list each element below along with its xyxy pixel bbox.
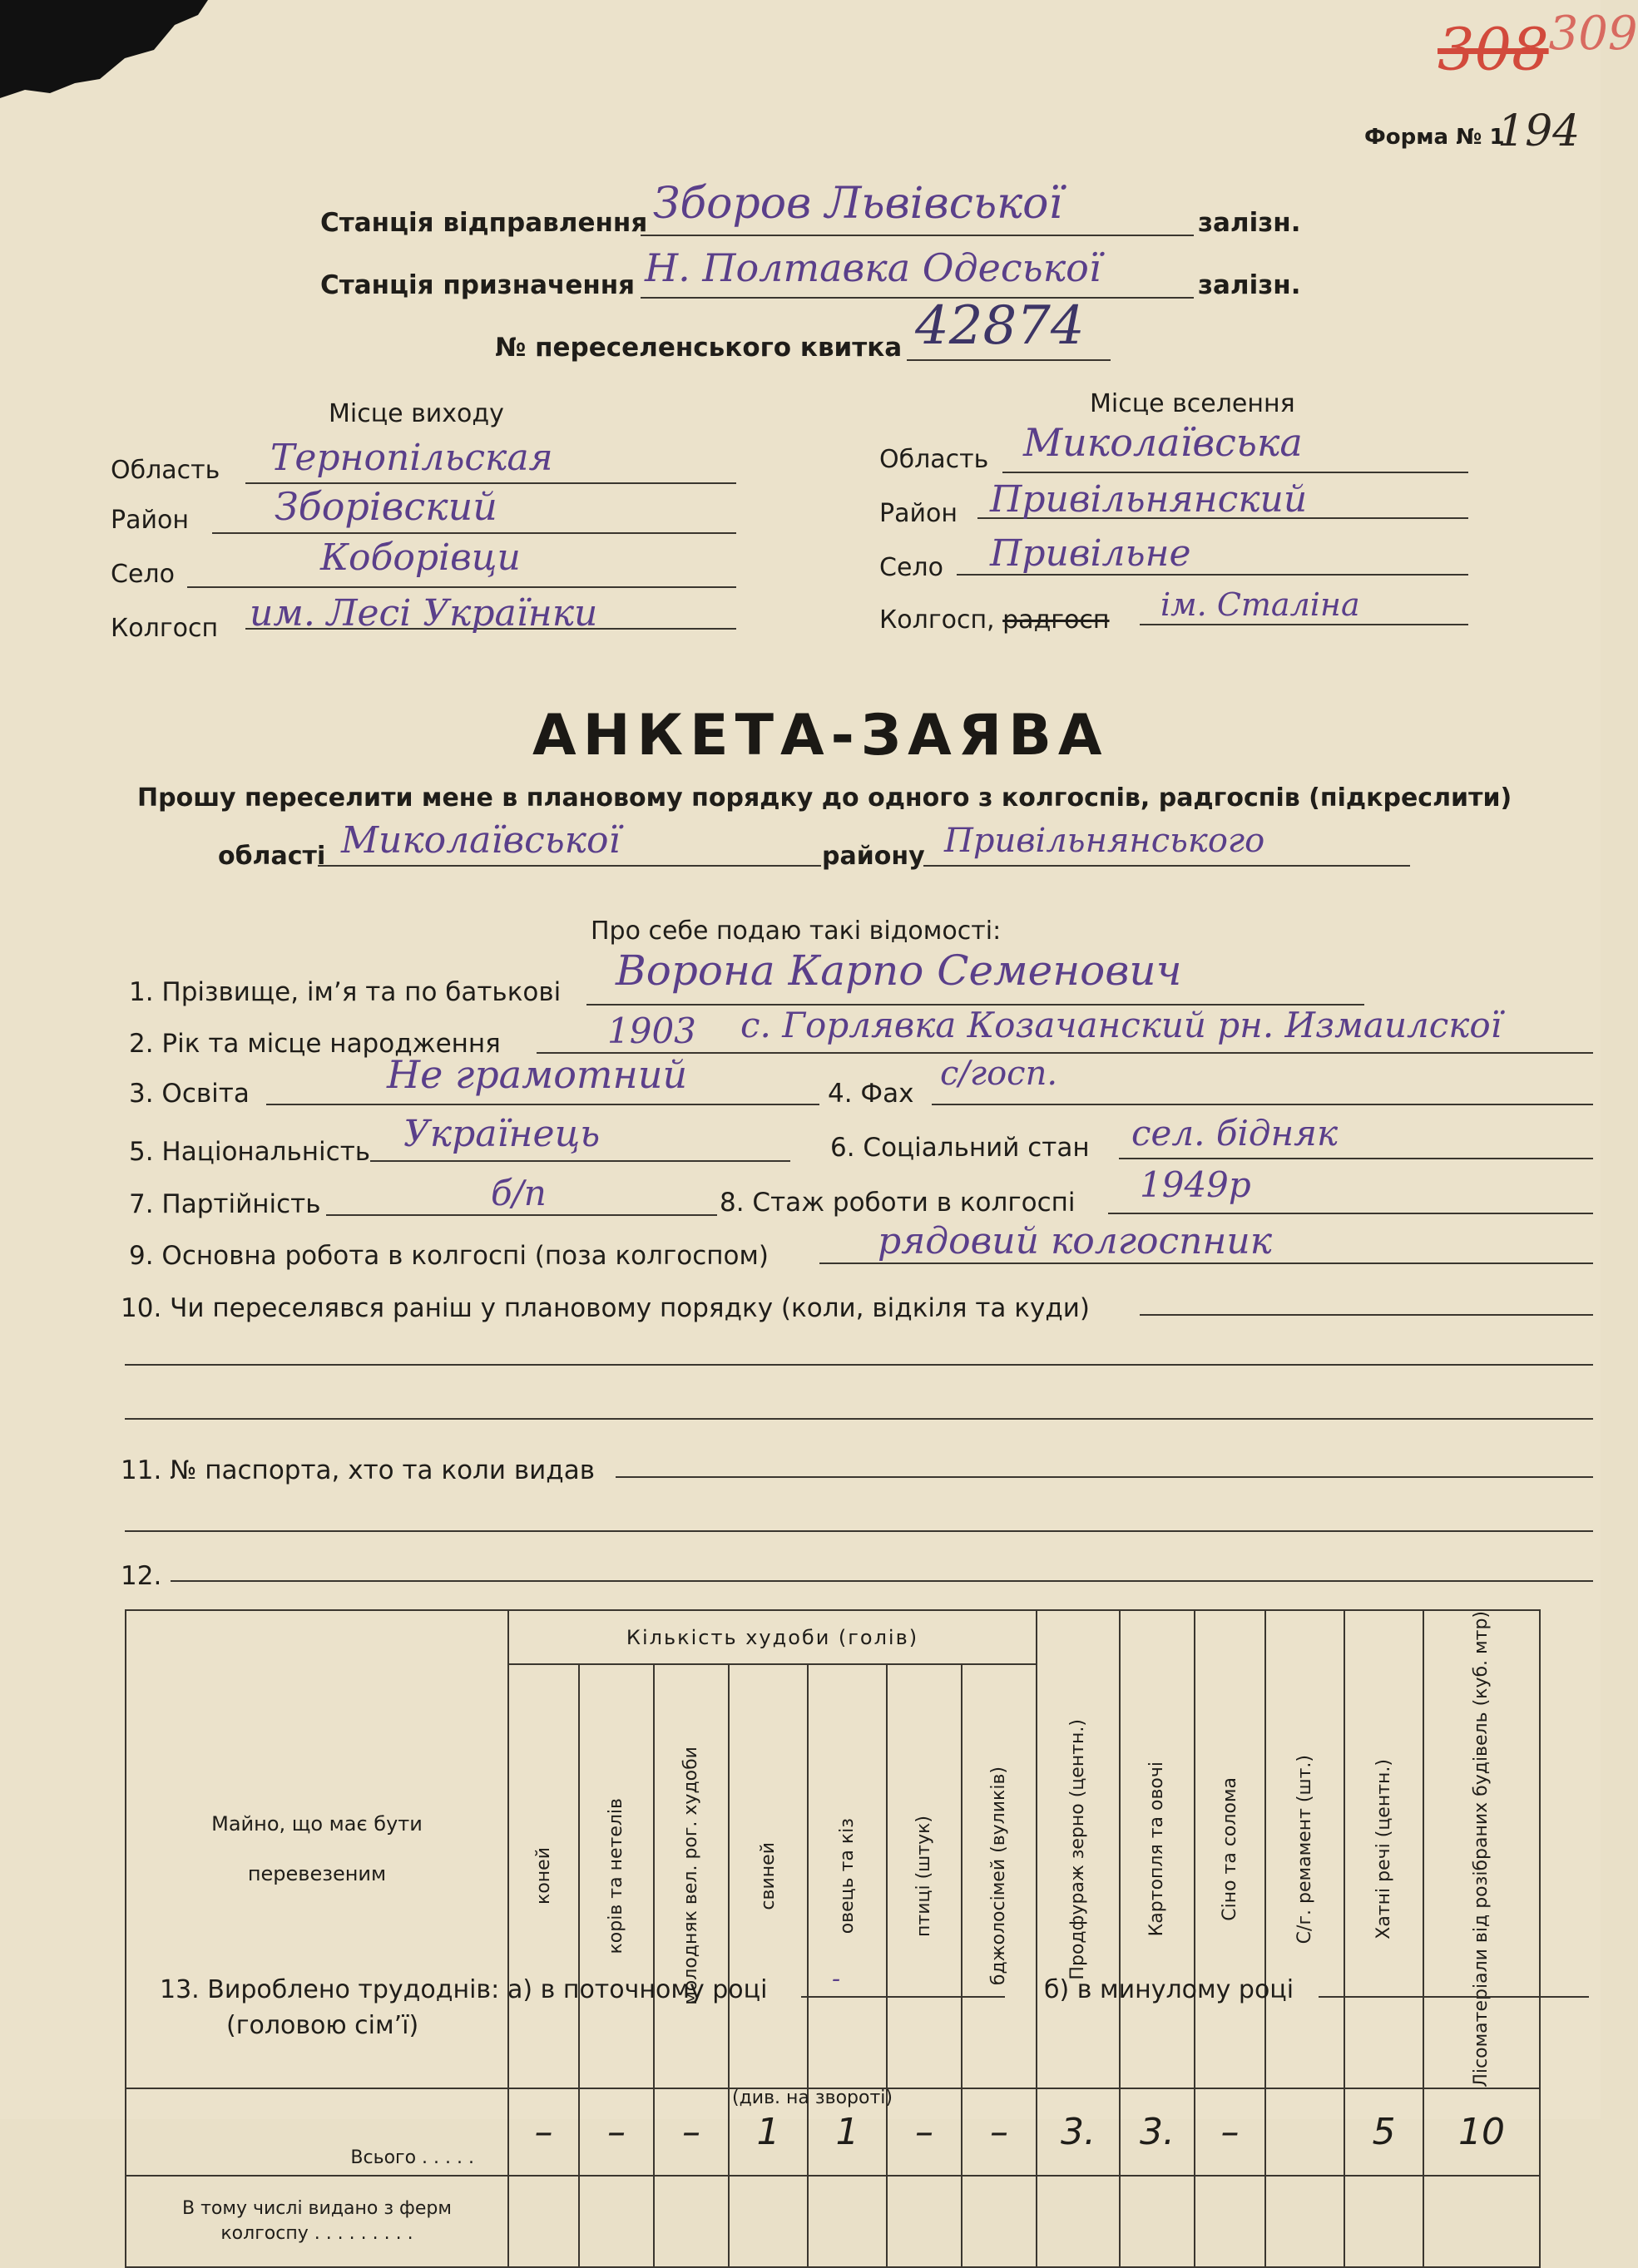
table-col-header: Лісоматеріали від розібраних будівель (куб. мтр): [1423, 1610, 1540, 2088]
table-group-header: Кількість худоби (голів): [508, 1610, 1037, 1664]
workdays-b-line: [1319, 1996, 1589, 1998]
field-7-line: [326, 1214, 717, 1216]
field-2-year: 1903: [607, 1010, 696, 1051]
field-2-line: [537, 1052, 1593, 1054]
table-col-header: корів та нетелів: [579, 1664, 654, 2088]
field-4-line: [932, 1104, 1593, 1105]
table-row-farms-label: В тому числі видано з ферм колгоспу . . . . . . . . .: [126, 2176, 508, 2267]
origin-oblast-label: Область: [111, 456, 220, 485]
ticket-number-value: 42874: [915, 295, 1085, 357]
origin-raion-value: Зборівский: [275, 484, 497, 529]
table-cell: –: [508, 2088, 579, 2176]
table-cell: 1: [729, 2088, 808, 2176]
destination-kolhosp-value: ім. Сталіна: [1160, 586, 1360, 623]
table-cell: –: [1195, 2088, 1265, 2176]
form-number-label: Форма № 1: [1364, 125, 1505, 150]
field-11-line-1: [616, 1476, 1593, 1478]
ticket-number-label: № переселенського квитка: [495, 333, 903, 363]
workdays-sub: (головою сім’ї): [226, 2011, 419, 2040]
field-10-line-3: [125, 1418, 1593, 1420]
table-col-header: Сіно та солома: [1195, 1610, 1265, 2088]
workdays-a-value: -: [832, 1964, 841, 1994]
field-12-line: [171, 1580, 1593, 1582]
departure-railway-suffix: залізн.: [1198, 208, 1301, 238]
table-cell: –: [579, 2088, 654, 2176]
origin-kolhosp-label: Колгосп: [111, 614, 219, 643]
field-2-place: с. Горлявка Козачанский рн. Измаилскої: [740, 1005, 1502, 1045]
table-cell: 3.: [1037, 2088, 1120, 2176]
origin-raion-line: [212, 532, 736, 534]
table-cell: 1: [808, 2088, 887, 2176]
field-8-label: 8. Стаж роботи в колгоспі: [720, 1188, 1076, 1218]
table-col-header: Хатні речі (центн.): [1344, 1610, 1423, 2088]
request-oblast-line: [318, 865, 821, 867]
ticket-line: [907, 359, 1111, 361]
field-2-label: 2. Рік та місце народження: [129, 1029, 501, 1059]
destination-kolhosp-struck: радгосп: [1002, 605, 1110, 635]
destination-raion-value: Привільнянский: [990, 478, 1308, 521]
arrival-station-label: Станція призначення: [320, 270, 636, 300]
table-col-header: бджолосімей (вуликів): [962, 1664, 1037, 2088]
request-raion-line: [923, 865, 1410, 867]
field-5-label: 5. Національність: [129, 1137, 371, 1167]
table-row-total-label: Всього . . . . .: [126, 2088, 508, 2176]
departure-line: [641, 235, 1194, 236]
table-cell: 5: [1344, 2088, 1423, 2176]
field-5-line: [370, 1160, 790, 1162]
table-col-header: коней: [508, 1664, 579, 2088]
field-6-label: 6. Соціальний стан: [830, 1133, 1090, 1163]
table-col-header: птиці (штук): [887, 1664, 962, 2088]
intro-text: Про себе подаю такі відомості:: [591, 917, 1002, 946]
destination-oblast-label: Область: [879, 445, 989, 474]
workdays-a-label: а) в поточному році: [507, 1975, 768, 2004]
origin-kolhosp-value: им. Лесі Українки: [250, 592, 598, 635]
field-3-line: [266, 1104, 819, 1105]
destination-raion-label: Район: [879, 499, 958, 528]
origin-selo-line: [187, 586, 736, 588]
table-corner-label: Майно, що має бути перевезеним: [126, 1610, 508, 2088]
field-3-label: 3. Освіта: [129, 1079, 250, 1109]
table-col-header: молодняк вел. рог. худоби: [654, 1664, 729, 2088]
table-cell: [1265, 2088, 1344, 2176]
arrival-railway-suffix: залізн.: [1198, 270, 1301, 300]
field-9-value: рядовий колгоспник: [878, 1220, 1273, 1262]
form-number-handwritten: 194: [1497, 106, 1581, 156]
archive-number: $308^{309}$: [1438, 7, 1638, 84]
field-7-value: б/п: [491, 1173, 547, 1213]
field-7-label: 7. Партійність: [129, 1189, 321, 1219]
field-12-label: 12.: [121, 1561, 162, 1591]
field-4-value: с/госп.: [940, 1055, 1058, 1093]
request-text: Прошу переселити мене в плановому порядку до одного з колгоспів, радгоспів (підкреслити): [137, 783, 1512, 813]
departure-station-value: Збoров Львівської: [653, 179, 1063, 229]
arrival-station-value: Н. Полтавка Одеської: [645, 245, 1101, 290]
field-1-label: 1. Прізвище, ім’я та по батькові: [129, 977, 562, 1007]
destination-oblast-line: [1002, 472, 1468, 473]
field-11-label: 11. № паспорта, хто та коли видав: [121, 1455, 595, 1485]
table-col-header: Картопля та овочі: [1120, 1610, 1195, 2088]
destination-heading: Місце вселення: [1090, 389, 1295, 418]
origin-selo-label: Село: [111, 560, 175, 589]
table-cell: –: [654, 2088, 729, 2176]
origin-heading: Місце виходу: [329, 399, 504, 428]
workdays-b-label: б) в минулому році: [1044, 1975, 1294, 2004]
table-row-farms: [126, 2176, 1540, 2267]
destination-oblast-value: Миколаївська: [1023, 420, 1303, 465]
field-10-label: 10. Чи переселявся раніш у плановому порядку (коли, відкіля та куди): [121, 1293, 1090, 1323]
workdays-label: 13. Вироблено трудоднів:: [160, 1975, 500, 2004]
table-col-header: свиней: [729, 1664, 808, 2088]
field-6-value: сел. бідняк: [1131, 1113, 1339, 1154]
footer-note: (див. на звороті): [732, 2088, 893, 2108]
origin-raion-label: Район: [111, 506, 189, 535]
field-8-line: [1108, 1213, 1593, 1214]
workdays-a-line: [801, 1996, 1005, 1998]
field-9-label: 9. Основна робота в колгоспі (поза колгоспом): [129, 1241, 769, 1271]
field-10-line-2: [125, 1364, 1593, 1366]
request-oblast-value: Миколаївської: [341, 819, 621, 862]
table-cell: 10: [1423, 2088, 1540, 2176]
destination-kolhosp-label: Колгосп, радгосп: [879, 605, 1110, 635]
destination-selo-label: Село: [879, 553, 943, 582]
table-col-header: овець та кіз: [808, 1664, 887, 2088]
table-cell: –: [962, 2088, 1037, 2176]
request-raion-value: Привільнянського: [944, 822, 1265, 860]
origin-selo-value: Коборівци: [320, 536, 521, 579]
document-title: АНКЕТА-ЗАЯВА: [532, 703, 1109, 768]
departure-station-label: Станція відправлення: [320, 208, 648, 238]
table-cell: –: [887, 2088, 962, 2176]
destination-selo-value: Привільне: [990, 532, 1191, 575]
field-3-value: Не грамотний: [387, 1052, 688, 1097]
field-1-value: Ворона Карпо Семенович: [616, 946, 1182, 995]
table-cell: 3.: [1120, 2088, 1195, 2176]
origin-oblast-value: Тернопільская: [270, 437, 553, 479]
field-5-value: Українець: [403, 1113, 601, 1155]
field-8-value: 1949р: [1140, 1164, 1251, 1205]
table-col-header: Продфураж зерно (центн.): [1037, 1610, 1120, 2088]
torn-corner-shape: [0, 0, 216, 100]
property-table: [125, 1609, 1541, 2268]
field-10-line-1: [1140, 1314, 1593, 1316]
request-raion-label: району: [822, 842, 925, 871]
field-9-line: [819, 1262, 1593, 1264]
field-11-line-2: [125, 1530, 1593, 1532]
request-oblast-label: області: [218, 842, 326, 871]
destination-kolhosp-line: [1140, 624, 1468, 625]
field-6-line: [1119, 1158, 1593, 1159]
field-4-label: 4. Фах: [828, 1079, 914, 1109]
table-col-header: С/г. ремамент (шт.): [1265, 1610, 1344, 2088]
